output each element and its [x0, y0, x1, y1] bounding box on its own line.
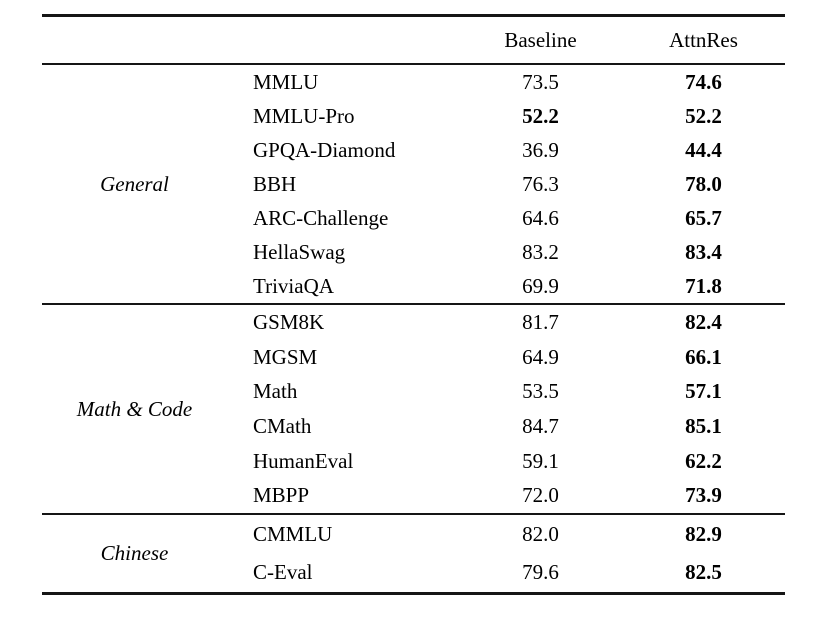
- baseline-value: 79.6: [522, 560, 559, 585]
- benchmark-name: HellaSwag: [253, 239, 346, 264]
- table-row: [227, 201, 785, 235]
- table-row: [227, 554, 785, 593]
- table-row: [227, 409, 785, 444]
- benchmark-name: CMath: [253, 413, 312, 438]
- category-label: Chinese: [100, 541, 169, 565]
- attnres-value: 85.1: [685, 413, 722, 438]
- baseline-value: 83.2: [522, 239, 559, 264]
- table-section: [42, 515, 785, 592]
- attnres-value: 65.7: [685, 205, 722, 230]
- benchmark-name: C-Eval: [253, 560, 313, 585]
- attnres-value: 57.1: [685, 379, 722, 404]
- benchmark-results-table: [42, 14, 785, 595]
- table-row: [227, 444, 785, 479]
- benchmark-name: MBPP: [253, 483, 310, 508]
- category-label: General: [100, 171, 169, 196]
- attnres-value: 82.4: [685, 309, 722, 334]
- benchmark-name: MMLU-Pro: [253, 103, 355, 128]
- column-header-baseline: Baseline: [504, 27, 577, 52]
- baseline-value: 53.5: [522, 379, 559, 404]
- benchmark-name: GPQA-Diamond: [253, 137, 396, 162]
- table-row: [227, 515, 785, 554]
- attnres-value: 82.5: [685, 560, 722, 585]
- benchmark-name: CMMLU: [253, 521, 333, 546]
- table-row: [227, 99, 785, 133]
- baseline-value: 52.2: [522, 103, 559, 128]
- table-row: [227, 269, 785, 303]
- attnres-value: 66.1: [685, 344, 722, 369]
- section-rows: [227, 305, 785, 513]
- table-row: [227, 235, 785, 269]
- benchmark-name: BBH: [253, 171, 297, 196]
- baseline-value: 84.7: [522, 413, 559, 438]
- column-header-attnres: AttnRes: [669, 27, 738, 52]
- table-row: [227, 478, 785, 513]
- attnres-value: 74.6: [685, 69, 722, 94]
- bottom-rule: [42, 592, 785, 595]
- benchmark-name: GSM8K: [253, 309, 325, 334]
- baseline-value: 64.6: [522, 205, 559, 230]
- baseline-value: 36.9: [522, 137, 559, 162]
- section-rows: [227, 515, 785, 592]
- table-row: [227, 340, 785, 375]
- attnres-value: 52.2: [685, 103, 722, 128]
- baseline-value: 82.0: [522, 521, 559, 546]
- baseline-value: 69.9: [522, 273, 559, 298]
- baseline-value: 72.0: [522, 483, 559, 508]
- benchmark-name: TriviaQA: [253, 273, 334, 298]
- table-section: [42, 65, 785, 303]
- attnres-value: 78.0: [685, 171, 722, 196]
- baseline-value: 76.3: [522, 171, 559, 196]
- section-rows: [227, 65, 785, 303]
- attnres-value: 73.9: [685, 483, 722, 508]
- attnres-value: 62.2: [685, 448, 722, 473]
- table-row: [227, 167, 785, 201]
- attnres-value: 82.9: [685, 521, 722, 546]
- benchmark-name: ARC-Challenge: [253, 205, 389, 230]
- baseline-value: 81.7: [522, 309, 559, 334]
- attnres-value: 44.4: [685, 137, 722, 162]
- baseline-value: 59.1: [522, 448, 559, 473]
- baseline-value: 64.9: [522, 344, 559, 369]
- benchmark-name: MGSM: [253, 344, 318, 369]
- table-row: [227, 374, 785, 409]
- table-body: [42, 65, 785, 592]
- table-row: [227, 305, 785, 340]
- benchmark-name: Math: [253, 379, 298, 404]
- benchmark-name: MMLU: [253, 69, 319, 94]
- attnres-value: 83.4: [685, 239, 722, 264]
- table-header-row: [42, 17, 785, 63]
- baseline-value: 73.5: [522, 69, 559, 94]
- category-label: Math & Code: [76, 396, 193, 421]
- table-row: [227, 65, 785, 99]
- benchmark-name: HumanEval: [253, 448, 354, 473]
- table-section: [42, 305, 785, 513]
- attnres-value: 71.8: [685, 273, 722, 298]
- table-row: [227, 133, 785, 167]
